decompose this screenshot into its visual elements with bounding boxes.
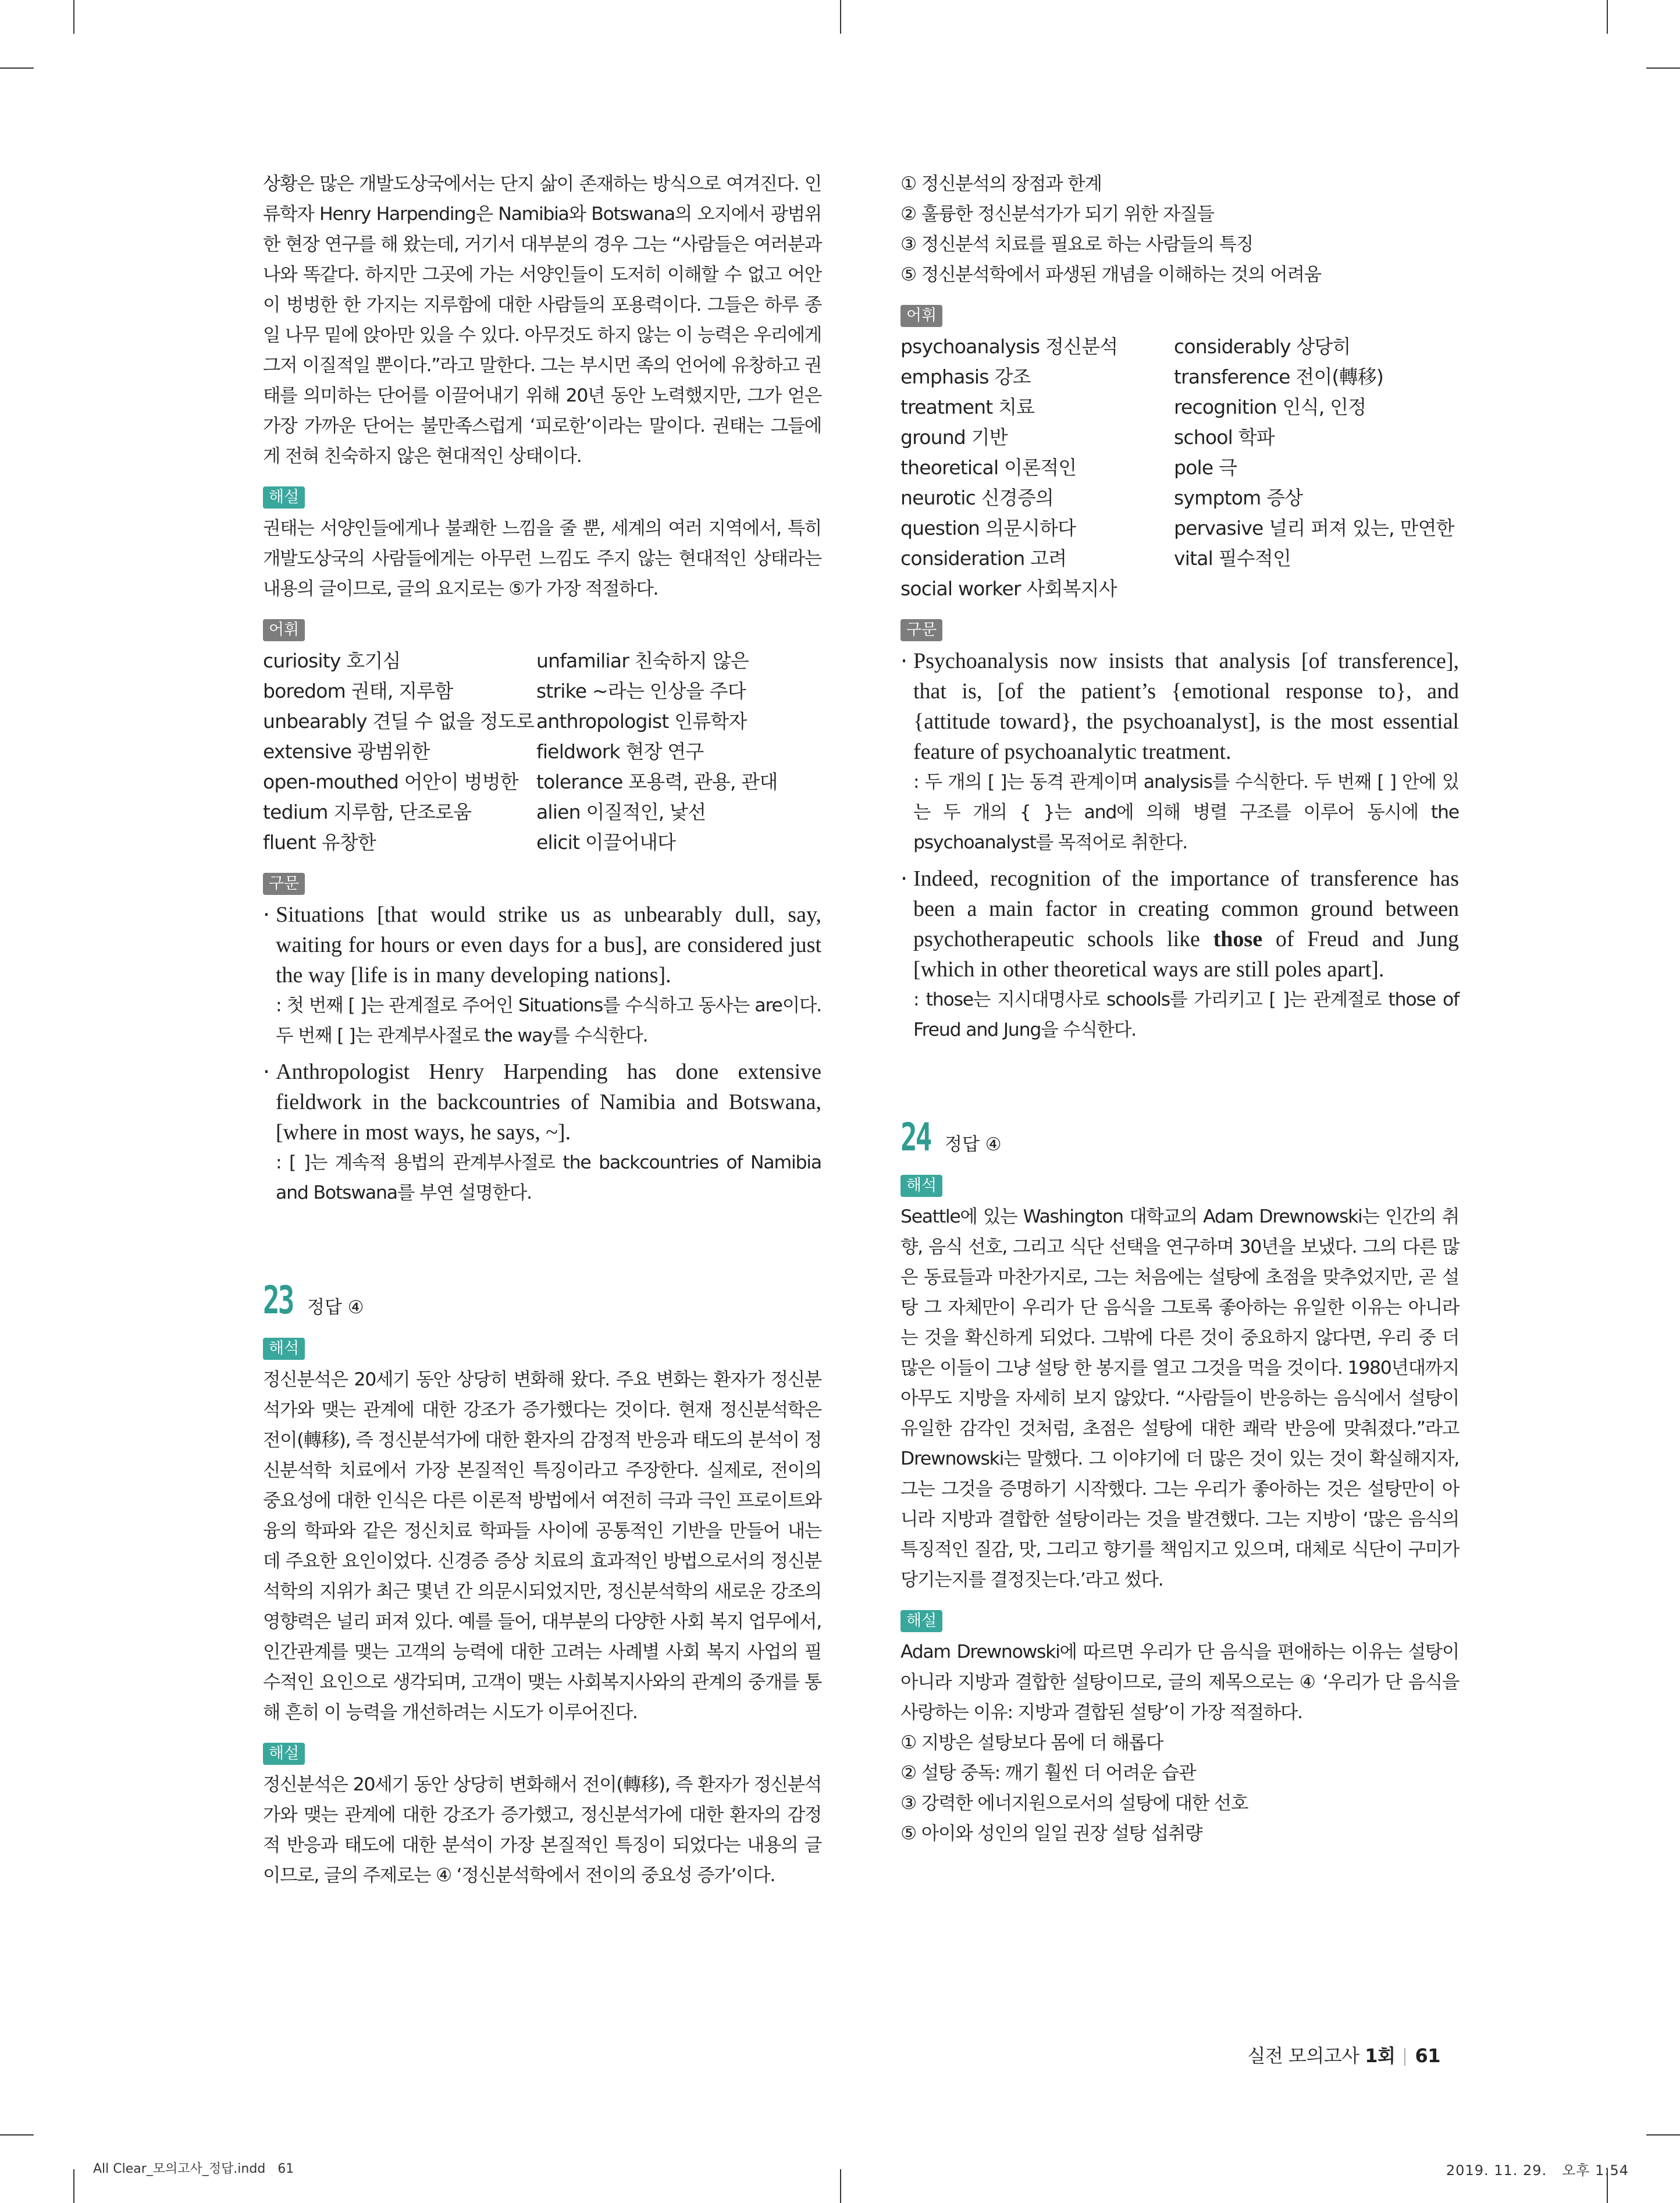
question-24-header	[900, 1115, 1459, 1160]
vocab-meaning: 의문시하다	[985, 517, 1076, 539]
vocab-meaning: 기반	[971, 426, 1008, 449]
choice-item: ① 정신분석의 장점과 한계	[900, 173, 1102, 194]
vocab-item	[1174, 332, 1459, 362]
answer-label: 정답 ④	[945, 1134, 1002, 1155]
vocab-term: theoretical	[900, 456, 999, 479]
vocab-item	[900, 513, 1174, 543]
vocab-item	[900, 574, 1174, 604]
vocab-term: unfamiliar	[536, 649, 629, 672]
translation-text: 정신분석은 20세기 동안 상당히 변화해 왔다. 주요 변화는 환자가 정신분석가와 맺는 관계에 대한 강조가 증가했다는 것이다. 현재 정신분석학은 전이(轉移), 즉 정신분석가에 대한 환자의 감정적 반응과 태도의 분석이 정신분석학 치료에서 가장 본질적인 특징이라고 주장한다. 실제로, 전이의 중요성에 대한 인식은 다른 이론적 방법에서 여전히 극과 극인 프로이트와 융의 학파와 같은 정신치료 학파들 사이에 공통적인 기반을 만들어 내는 데 주요한 요인이었다. 신경증 증상 치료의 효과적인 방법으로서의 정신분석학의 지위가 최근 몇년 간 의문시되었지만, 정신분석학의 새로운 강조의 영향력은 널리 퍼져 있다. 예를 들어, 대부분의 다양한 사회 복지 업무에서, 인간관계를 맺는 고객의 능력에 대한 고려는 사례별 사회 복지 사업의 필수적인 요인으로 생각되며, 고객이 맺는 사회복지사와의 관계의 중개를 통해 흔히 이 능력을 개선하려는 시도가 이루어진다.	[263, 1369, 821, 1723]
haeseol-tag: 해설	[263, 1743, 305, 1765]
vocab-meaning: 어안이 벙벙한	[404, 770, 518, 793]
crop-mark	[1646, 67, 1680, 69]
vocab-term: neurotic	[900, 486, 976, 509]
vocab-meaning: 친숙하지 않은	[634, 649, 749, 672]
structure-note: : those는 지시대명사로 schools를 가리키고 [ ]는 관계절로 those of Freud and Jung을 수식한다.	[913, 989, 1459, 1040]
vocab-item	[900, 483, 1174, 513]
vocab-meaning: 필수적인	[1218, 547, 1291, 570]
vocab-meaning: 학파	[1238, 426, 1275, 449]
vocab-meaning: ~라는 인상을 주다	[592, 680, 746, 702]
vocab-item	[1174, 483, 1459, 513]
vocab-item	[263, 737, 536, 767]
vocab-term: considerably	[1174, 335, 1291, 358]
vocab-meaning: 이론적인	[1004, 456, 1077, 479]
vocab-meaning: 정신분석	[1045, 335, 1118, 358]
structure-sentence: · Situations [that would strike us as unbearably dull, say, waiting for hours or even days for a bus], are considered just the way [life is in many developing nations].	[263, 900, 821, 990]
vocab-item	[263, 706, 536, 737]
explanation-text: 정신분석은 20세기 동안 상당히 변화해서 전이(轉移), 즉 환자가 정신분석가와 맺는 관계에 대한 강조가 증가했고, 정신분석가에 대한 환자의 감정적 반응과 태도에 대한 분석이 가장 본질적인 특징이 되었다는 내용의 글이므로, 글의 주제로는 ④ ‘정신분석학에서 전이의 중요성 증가’이다.	[263, 1774, 821, 1886]
structure-sentence: · Psychoanalysis now insists that analysis [of transference], that is, [of the patient’s {emotional response to}, and {attitude toward}, the psychoanalyst], is the most essential feature of psychoanalytic treatment.	[900, 646, 1459, 767]
vocab-term: psychoanalysis	[900, 335, 1040, 358]
registration-mark	[840, 0, 841, 34]
vocab-item	[263, 827, 536, 858]
vocab-tag: 어휘	[263, 619, 305, 641]
crop-mark	[1646, 2134, 1680, 2136]
choice-item: ② 훌륭한 정신분석가가 되기 위한 자질들	[900, 204, 1214, 225]
vocab-meaning: 강조	[994, 365, 1031, 388]
vocab-item	[536, 827, 821, 858]
haeseol-tag: 해설	[900, 1610, 942, 1632]
choice-item: ① 지방은 설탕보다 몸에 더 해롭다	[900, 1732, 1163, 1753]
vocab-item	[263, 676, 536, 706]
sentence-part: Indeed, recognition of the importance of transference has been a main factor in creating common ground between psychotherapeutic schools like	[913, 866, 1459, 951]
vocab-term: pervasive	[1174, 517, 1263, 539]
gumun-tag: 구문	[900, 619, 942, 641]
vocab-term: unbearably	[263, 710, 367, 733]
vocab-item	[1174, 362, 1459, 392]
vocab-item	[900, 453, 1174, 483]
haeseok-tag: 해석	[900, 1175, 942, 1197]
structure-sentence	[900, 864, 1459, 985]
vocab-meaning: 포용력, 관용, 관대	[628, 770, 778, 793]
vocab-term: elicit	[536, 831, 580, 854]
vocab-term: recognition	[1174, 396, 1277, 418]
crop-mark	[73, 2169, 74, 2203]
structure-note: : 첫 번째 [ ]는 관계절로 주어인 Situations를 수식하고 동사는 are이다. 두 번째 [ ]는 관계부사절로 the way를 수식한다.	[276, 995, 821, 1046]
vocab-meaning: 지루함, 단조로움	[333, 801, 472, 823]
vocab-meaning: 이질적인, 낯선	[586, 801, 706, 823]
vocab-item	[1174, 392, 1459, 422]
footer-section: 실전 모의고사	[1247, 2045, 1359, 2067]
vocab-meaning: 견딜 수 없을 정도로	[372, 710, 535, 733]
vocab-term: alien	[536, 801, 581, 823]
question-number: 23	[263, 1278, 293, 1323]
vocab-meaning: 권태, 지루함	[351, 680, 453, 702]
haeseol-tag: 해설	[263, 486, 305, 509]
question-number: 24	[900, 1115, 931, 1160]
footer-divider	[1404, 2048, 1405, 2066]
vocab-meaning: 증상	[1266, 486, 1303, 509]
vocab-item	[263, 767, 536, 797]
print-slug-date: 2019. 11. 29. 오후 1:54	[1446, 2162, 1629, 2179]
vocab-item	[536, 797, 821, 827]
vocab-term: pole	[1174, 456, 1213, 479]
vocab-term: strike	[536, 680, 587, 702]
vocab-tag: 어휘	[900, 305, 942, 327]
vocab-term: school	[1174, 426, 1233, 449]
left-column	[263, 169, 821, 1891]
vocab-term: vital	[1174, 547, 1213, 570]
question-23-header	[263, 1278, 821, 1323]
vocab-meaning: 치료	[998, 396, 1035, 418]
vocab-meaning: 현장 연구	[625, 740, 704, 763]
vocab-term: boredom	[263, 680, 346, 702]
vocab-meaning: 사회복지사	[1026, 577, 1117, 600]
vocab-term: fieldwork	[536, 740, 620, 763]
choice-item: ③ 강력한 에너지원으로서의 설탕에 대한 선호	[900, 1793, 1248, 1814]
vocab-item	[263, 646, 536, 676]
vocab-term: fluent	[263, 831, 316, 854]
vocab-term: tedium	[263, 801, 328, 823]
choice-item: ⑤ 아이와 성인의 일일 권장 설탕 섭취량	[900, 1823, 1202, 1844]
haeseol-text: 권태는 서양인들에게나 불쾌한 느낌을 줄 뿐, 세계의 여러 지역에서, 특히 개발도상국의 사람들에게는 아무런 느낌도 주지 않는 현대적인 상태라는 내용의 글이므로, 글의 요지로는 ⑤가 가장 적절하다.	[263, 518, 821, 599]
vocab-item	[1174, 513, 1459, 543]
vocab-meaning: 이끌어내다	[585, 831, 676, 854]
right-column	[900, 169, 1459, 1849]
vocab-item	[1174, 422, 1459, 453]
page-number: 61	[1415, 2045, 1440, 2067]
registration-mark	[840, 2169, 841, 2203]
emphasized-word: those	[1213, 927, 1263, 951]
vocab-term: treatment	[900, 396, 993, 418]
vocab-meaning: 신경증의	[981, 486, 1054, 509]
vocab-term: consideration	[900, 547, 1025, 570]
vocab-term: curiosity	[263, 649, 341, 672]
vocab-list	[263, 646, 821, 858]
vocab-term: symptom	[1174, 486, 1261, 509]
vocab-term: emphasis	[900, 365, 989, 388]
vocab-term: extensive	[263, 740, 352, 763]
vocab-list	[900, 332, 1459, 604]
page-footer	[1247, 2041, 1440, 2068]
choice-item: ② 설탕 중독: 깨기 훨씬 더 어려운 습관	[900, 1763, 1196, 1783]
haeseok-tag: 해석	[263, 1338, 305, 1360]
vocab-meaning: 인식, 인정	[1282, 396, 1366, 418]
vocab-item	[1174, 543, 1459, 574]
print-slug-file: All Clear_모의고사_정답.indd 61	[93, 2162, 294, 2176]
vocab-term: social worker	[900, 577, 1021, 600]
sentence-part: of Freud and Jung [which in other theoretical ways are still poles apart].	[913, 927, 1459, 982]
vocab-meaning: 전이(轉移)	[1295, 365, 1384, 388]
vocab-meaning: 극	[1219, 456, 1237, 479]
vocab-term: transference	[1174, 365, 1290, 388]
crop-mark	[1607, 0, 1608, 34]
vocab-item	[900, 392, 1174, 422]
vocab-item	[900, 332, 1174, 362]
vocab-item	[536, 646, 821, 676]
vocab-meaning: 널리 퍼져 있는, 만연한	[1269, 517, 1454, 539]
vocab-item	[536, 706, 821, 737]
vocab-meaning: 호기심	[346, 649, 401, 672]
choice-item: ③ 정신분석 치료를 필요로 하는 사람들의 특징	[900, 234, 1254, 255]
vocab-term: ground	[900, 426, 966, 449]
vocab-item	[900, 422, 1174, 453]
crop-mark	[0, 67, 34, 69]
vocab-item	[900, 543, 1174, 574]
vocab-item	[536, 767, 821, 797]
vocab-meaning: 상당히	[1296, 335, 1351, 358]
translation-text: Seattle에 있는 Washington 대학교의 Adam Drewnowski는 인간의 취향, 음식 선호, 그리고 식단 선택을 연구하며 30년을 보냈다. 그의 다른 많은 동료들과 마찬가지로, 그는 처음에는 설탕에 초점을 맞추었지만, 곧 설탕 그 자체만이 우리가 단 음식을 그토록 좋아하는 유일한 이유는 아니라는 것을 확신하게 되었다. 그밖에 다른 것이 중요하지 않다면, 우리 중 더 많은 이들이 그냥 설탕 한 봉지를 열고 그것을 먹을 것이다. 1980년대까지 아무도 지방을 자세히 보지 않았다. “사람들이 반응하는 음식에서 설탕이 유일한 감각인 것처럼, 초점은 설탕에 대한 쾌락 반응에 맞춰졌다.”라고 Drewnowski는 말했다. 그 이야기에 더 많은 것이 있는 것이 확실해지자, 그는 그것을 증명하기 시작했다. 그는 우리가 좋아하는 것은 설탕만이 아니라 지방과 결합한 설탕이라는 것을 발견했다. 그는 지방이 ‘많은 음식의 특징적인 질감, 맛, 그리고 향기를 책임지고 있으며, 대체로 식단이 구미가 당기는지를 결정짓는다.’라고 썼다.	[900, 1206, 1459, 1590]
vocab-item	[536, 737, 821, 767]
vocab-meaning: 인류학자	[674, 710, 747, 733]
structure-sentence: · Anthropologist Henry Harpending has done extensive fieldwork in the backcountries of Namibia and Botswana, [where in most ways, he says, ~].	[263, 1057, 821, 1147]
vocab-item	[1174, 453, 1459, 483]
vocab-item	[536, 676, 821, 706]
vocab-meaning: 유창한	[321, 831, 376, 854]
vocab-term: open-mouthed	[263, 770, 399, 793]
vocab-meaning: 광범위한	[357, 740, 430, 763]
explanation-text: Adam Drewnowski에 따르면 우리가 단 음식을 편애하는 이유는 설탕이 아니라 지방과 결합한 설탕이므로, 글의 제목으로는 ④ ‘우리가 단 음식을 사랑하는 이유: 지방과 결합된 설탕’이 가장 적절하다.	[900, 1641, 1459, 1723]
choice-item: ⑤ 정신분석학에서 파생된 개념을 이해하는 것의 어려움	[900, 264, 1321, 285]
crop-mark	[73, 0, 74, 34]
vocab-term: anthropologist	[536, 710, 669, 733]
intro-paragraph: 상황은 많은 개발도상국에서는 단지 삶이 존재하는 방식으로 여겨진다. 인류학자 Henry Harpending은 Namibia와 Botswana의 오지에서 광범위한 현장 연구를 해 왔는데, 거기서 대부분의 경우 그는 “사람들은 여러분과 나와 똑같다. 하지만 그곳에 가는 서양인들이 도저히 이해할 수 없고 어안이 벙벙한 한 가지는 지루함에 대한 사람들의 포용력이다. 그들은 하루 종일 나무 밑에 앉아만 있을 수 있다. 아무것도 하지 않는 이 능력은 우리에게 그저 이질적일 뿐이다.”라고 말한다. 그는 부시먼 족의 언어에 유창하고 권태를 의미하는 단어를 이끌어내기 위해 20년 동안 노력했지만, 그가 얻은 가장 가까운 단어는 불만족스럽게 ‘피로한’이라는 말이다. 권태는 그들에게 전혀 친숙하지 않은 현대적인 상태이다.	[263, 173, 821, 467]
crop-mark	[0, 2134, 34, 2136]
structure-note: : [ ]는 계속적 용법의 관계부사절로 the backcountries of Namibia and Botswana를 부연 설명한다.	[276, 1152, 821, 1203]
vocab-term: question	[900, 517, 980, 539]
vocab-meaning: 고려	[1030, 547, 1067, 570]
vocab-term: tolerance	[536, 770, 623, 793]
answer-label: 정답 ④	[307, 1297, 364, 1318]
structure-note: : 두 개의 [ ]는 동격 관계이며 analysis를 수식한다. 두 번째 [ ] 안에 있는 두 개의 { }는 and에 의해 병렬 구조를 이루어 동시에 the psychoanalyst를 목적어로 취한다.	[913, 772, 1459, 853]
vocab-item	[263, 797, 536, 827]
vocab-item	[900, 362, 1174, 392]
footer-round: 1회	[1365, 2045, 1396, 2067]
gumun-tag: 구문	[263, 873, 305, 895]
